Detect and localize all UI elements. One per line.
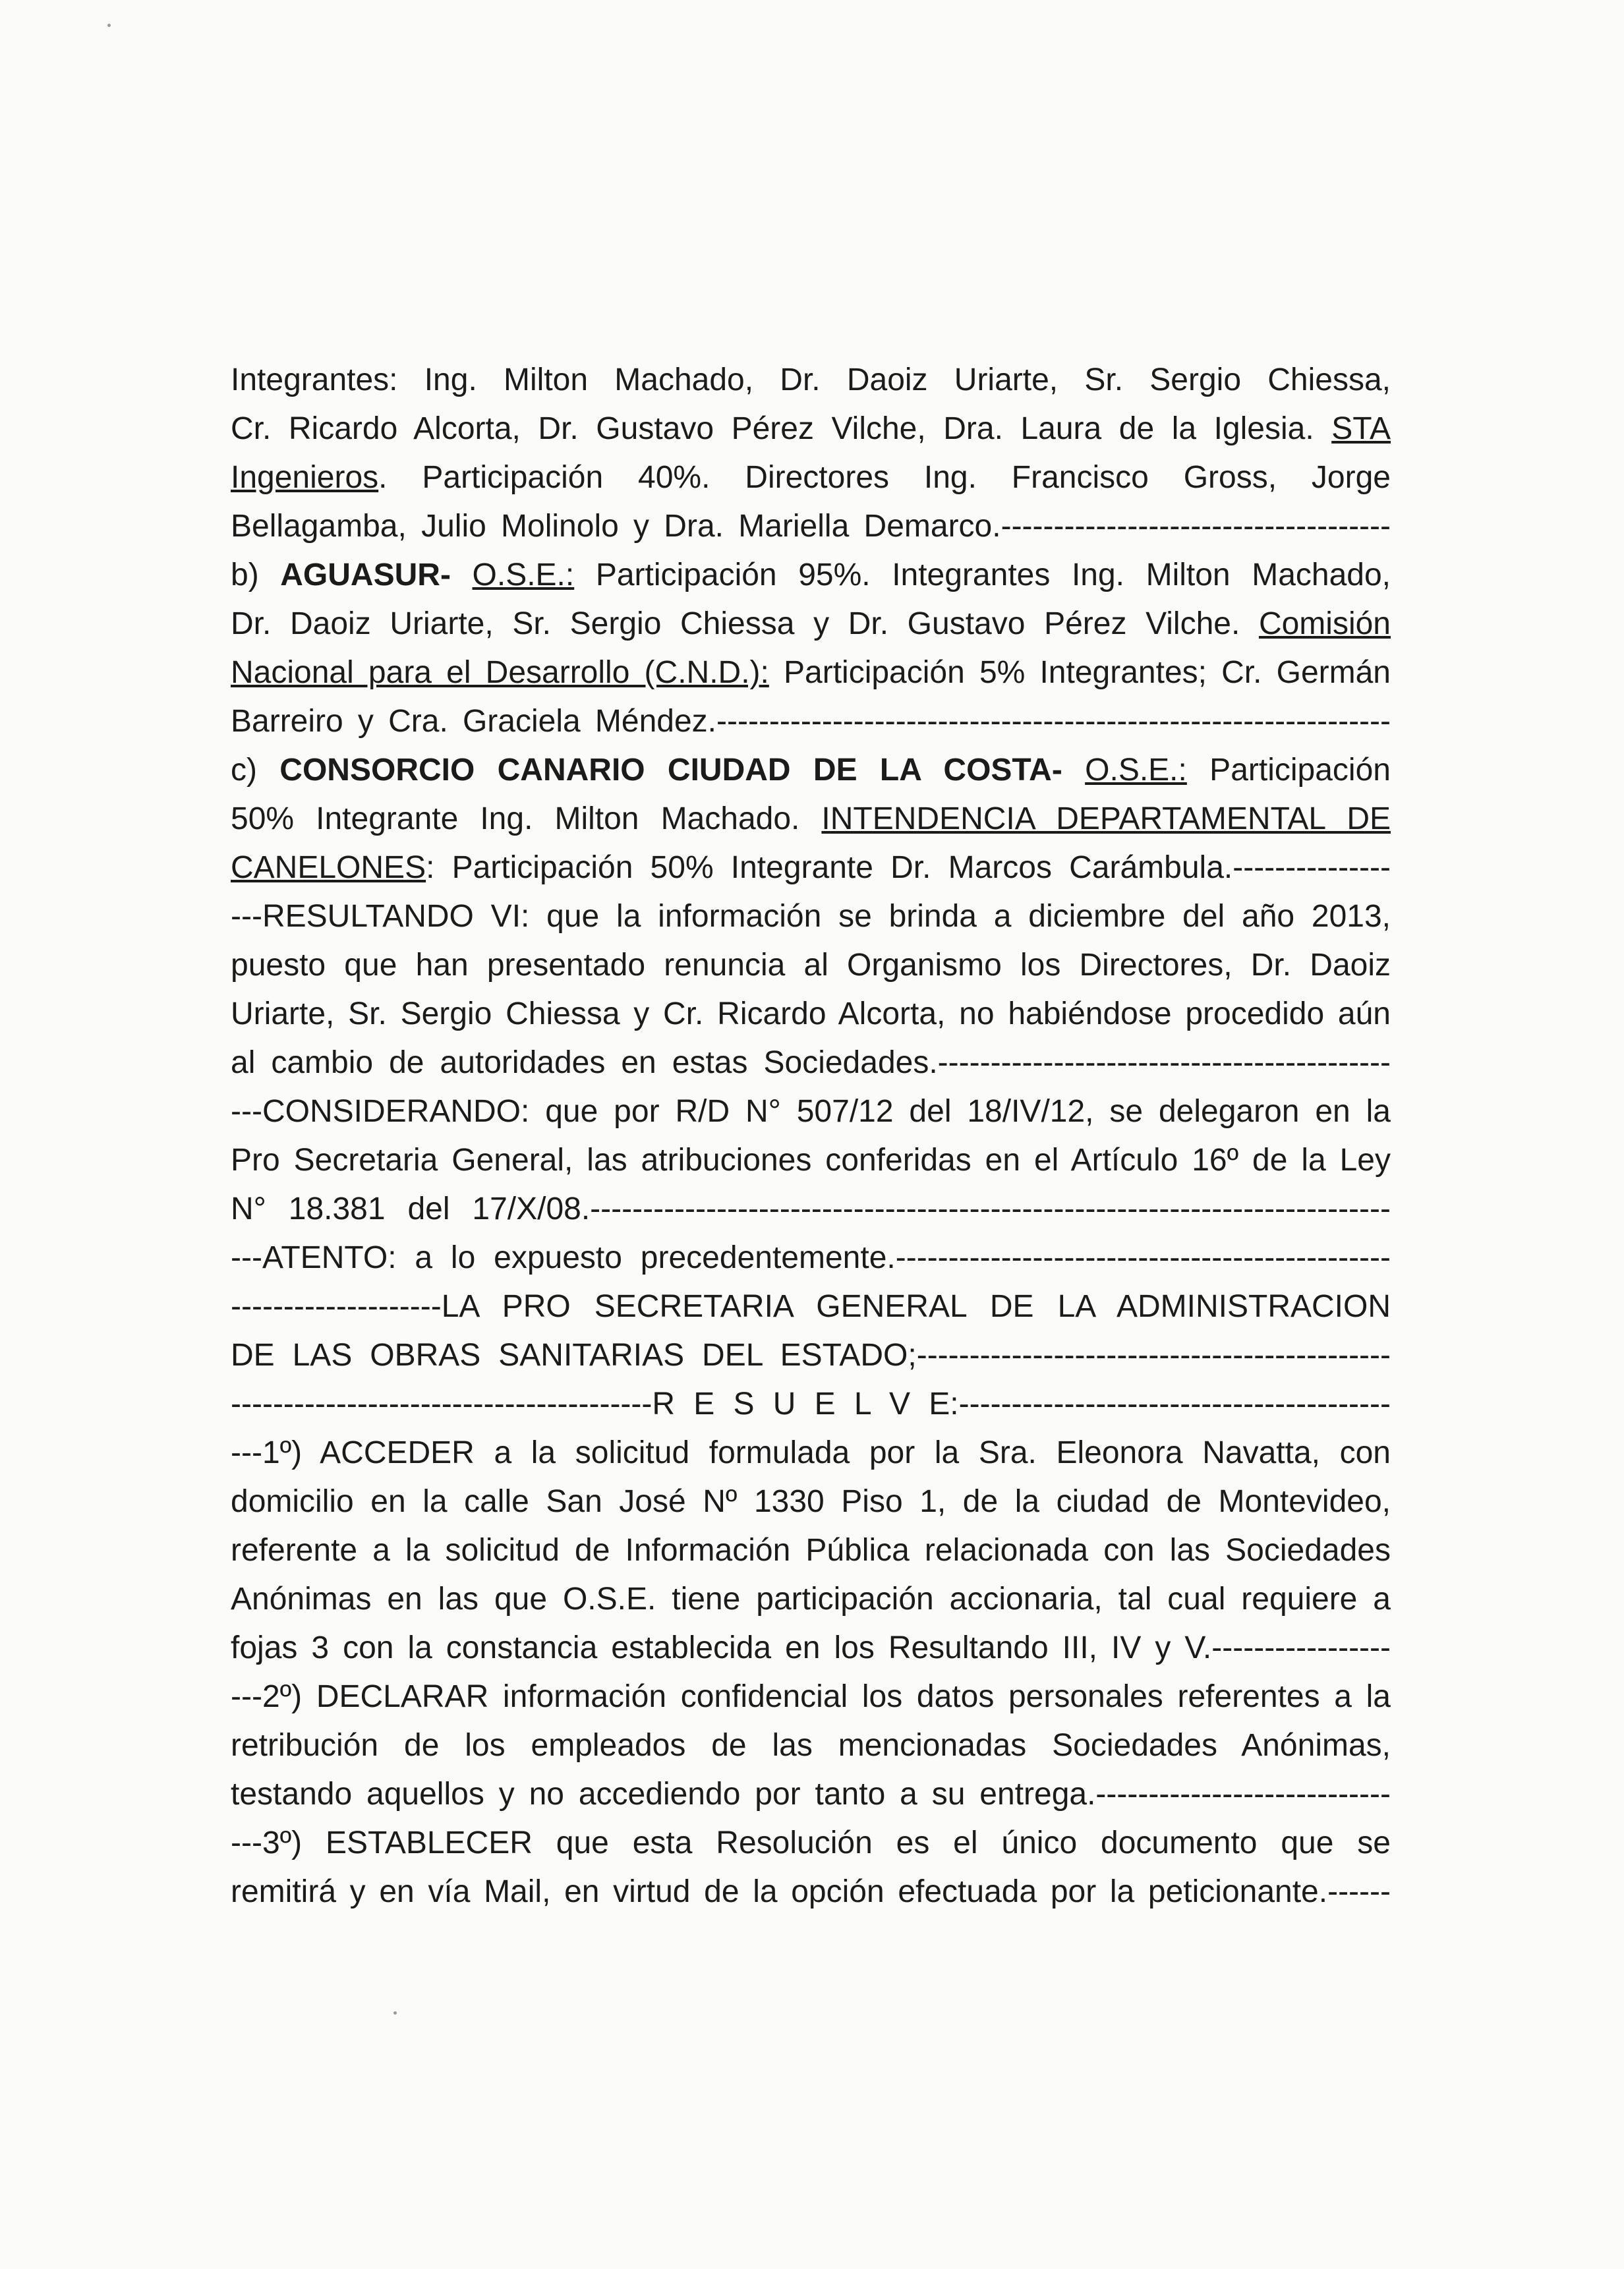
text-line xyxy=(231,1380,1391,1429)
underlined-text: O.S.E.: xyxy=(472,558,575,592)
text-line xyxy=(231,405,1391,453)
text-line xyxy=(231,1868,1391,1916)
text-run: retribución de los empleados de las mencionadas Sociedades Anónimas, xyxy=(231,1728,1391,1763)
text-line xyxy=(231,844,1391,892)
text-run: DE LAS OBRAS SANITARIAS DEL ESTADO;--------------------------------------------- xyxy=(231,1338,1391,1373)
text-run: testando aquellos y no accediendo por tanto a su entrega.---------------------------- xyxy=(231,1777,1391,1812)
underlined-text: STA xyxy=(1331,411,1391,446)
text-line xyxy=(231,990,1391,1039)
text-line xyxy=(231,356,1391,405)
text-line xyxy=(231,1721,1391,1770)
text-line xyxy=(231,1429,1391,1478)
text-line xyxy=(231,1624,1391,1673)
text-line xyxy=(231,648,1391,697)
text-line xyxy=(231,1478,1391,1526)
text-run: ---CONSIDERANDO: que por R/D N° 507/12 del 18/IV/12, se delegaron en la xyxy=(231,1094,1391,1129)
underlined-text: Ingenieros xyxy=(231,460,379,495)
text-line xyxy=(231,941,1391,990)
text-line xyxy=(231,1136,1391,1185)
text-run: c) xyxy=(231,753,280,788)
text-run: Barreiro y Cra. Graciela Méndez.---------------------------------------------------------------- xyxy=(231,704,1391,739)
text-run: Anónimas en las que O.S.E. tiene participación accionaria, tal cual requiere a xyxy=(231,1582,1391,1617)
text-run: 50% Integrante Ing. Milton Machado. xyxy=(231,801,822,836)
text-run: Cr. Ricardo Alcorta, Dr. Gustavo Pérez Vilche, Dra. Laura de la Iglesia. xyxy=(231,411,1332,446)
text-run: b) xyxy=(231,558,281,592)
text-run: . Participación 40%. Directores Ing. Francisco Gross, Jorge xyxy=(378,460,1391,495)
text-run: : Participación 50% Integrante Dr. Marcos Carámbula.--------------- xyxy=(426,850,1391,885)
text-run xyxy=(451,558,473,592)
text-line xyxy=(231,1039,1391,1087)
text-line xyxy=(231,1673,1391,1721)
underlined-text: Nacional para el Desarrollo (C.N.D.): xyxy=(231,655,769,690)
text-line xyxy=(231,551,1391,600)
bold-heading: AGUASUR- xyxy=(280,558,451,592)
text-line xyxy=(231,1526,1391,1575)
text-run xyxy=(1062,753,1085,788)
text-run: ----------------------------------------R E S U E L V E:----------------------------------------- xyxy=(231,1387,1391,1422)
text-run: fojas 3 con la constancia establecida en los Resultando III, IV y V.----------------- xyxy=(231,1630,1391,1665)
text-run: ---1º) ACCEDER a la solicitud formulada por la Sra. Eleonora Navatta, con xyxy=(231,1435,1391,1470)
text-run: ---3º) ESTABLECER que esta Resolución es el único documento que se xyxy=(231,1825,1391,1860)
text-run: --------------------LA PRO SECRETARIA GENERAL DE LA ADMINISTRACION xyxy=(231,1289,1391,1324)
text-line xyxy=(231,600,1391,648)
scan-speck xyxy=(393,2011,397,2015)
text-run: ---2º) DECLARAR información confidencial los datos personales referentes a la xyxy=(231,1679,1391,1714)
text-run: Pro Secretaria General, las atribuciones conferidas en el Artículo 16º de la Ley xyxy=(231,1143,1391,1178)
text-run: Participación 5% Integrantes; Cr. Germán xyxy=(768,655,1391,690)
text-line xyxy=(231,1770,1391,1819)
text-line xyxy=(231,892,1391,941)
text-line xyxy=(231,1819,1391,1868)
text-line xyxy=(231,697,1391,746)
text-line xyxy=(231,746,1391,795)
underlined-text: Comisión xyxy=(1258,606,1391,641)
text-run: puesto que han presentado renuncia al Organismo los Directores, Dr. Daoiz xyxy=(231,948,1391,983)
text-run: ---ATENTO: a lo expuesto precedentemente.----------------------------------------------- xyxy=(231,1240,1391,1275)
underlined-text: INTENDENCIA DEPARTAMENTAL DE xyxy=(821,801,1391,836)
text-run: domicilio en la calle San José Nº 1330 Piso 1, de la ciudad de Montevideo, xyxy=(231,1484,1391,1519)
text-run: ---RESULTANDO VI: que la información se brinda a diciembre del año 2013, xyxy=(231,899,1391,934)
text-line xyxy=(231,1185,1391,1234)
text-line xyxy=(231,1234,1391,1282)
underlined-text: CANELONES xyxy=(231,850,426,885)
text-run: al cambio de autoridades en estas Sociedades.------------------------------------------- xyxy=(231,1045,1391,1080)
underlined-text: O.S.E.: xyxy=(1085,753,1187,788)
text-run: Bellagamba, Julio Molinolo y Dra. Mariella Demarco.------------------------------------- xyxy=(231,509,1391,544)
text-line xyxy=(231,1575,1391,1624)
text-line xyxy=(231,1282,1391,1331)
text-line xyxy=(231,1087,1391,1136)
text-run: remitirá y en vía Mail, en virtud de la opción efectuada por la peticionante.------ xyxy=(231,1874,1391,1909)
scan-speck xyxy=(107,24,111,27)
text-run: Uriarte, Sr. Sergio Chiessa y Cr. Ricardo Alcorta, no habiéndose procedido aún xyxy=(231,996,1391,1031)
text-run: Participación xyxy=(1186,753,1391,788)
bold-heading: CONSORCIO CANARIO CIUDAD DE LA COSTA- xyxy=(279,753,1062,788)
text-run: N° 18.381 del 17/X/08.---------------------------------------------------------------------------- xyxy=(231,1192,1391,1226)
text-line xyxy=(231,795,1391,844)
text-run: referente a la solicitud de Información Pública relacionada con las Sociedades xyxy=(231,1533,1391,1568)
text-line xyxy=(231,1331,1391,1380)
resolution-text-block xyxy=(231,356,1391,1916)
text-line xyxy=(231,453,1391,502)
text-line xyxy=(231,502,1391,551)
text-run: Participación 95%. Integrantes Ing. Milton Machado, xyxy=(574,558,1391,592)
text-run: Dr. Daoiz Uriarte, Sr. Sergio Chiessa y Dr. Gustavo Pérez Vilche. xyxy=(231,606,1259,641)
text-run: Integrantes: Ing. Milton Machado, Dr. Daoiz Uriarte, Sr. Sergio Chiessa, xyxy=(231,362,1391,397)
